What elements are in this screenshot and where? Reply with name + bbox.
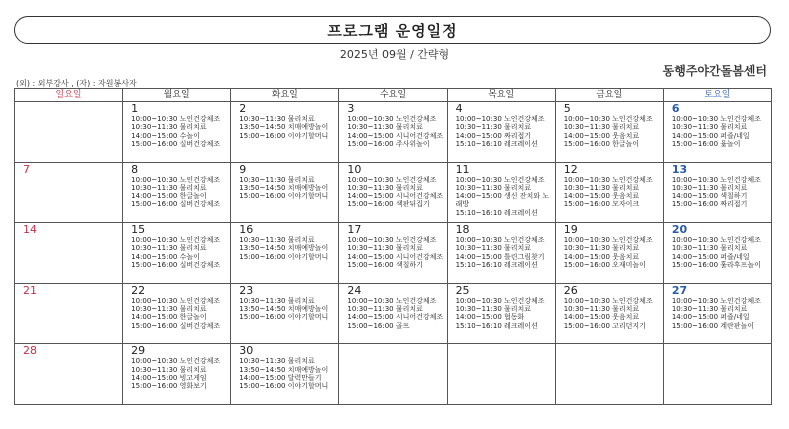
calendar-day-cell [555,102,663,163]
calendar-table [14,88,772,405]
calendar-day-cell [15,223,123,284]
day-number: 23 [239,283,254,297]
day-events [231,357,338,390]
program-event: 10:00~10:30 노인건강체조 [131,296,221,305]
day-number: 15 [131,223,146,237]
program-event: 14:00~15:00 퍼즐/네일 [671,131,750,140]
program-event: 15:00~16:00 이야기할머니 [239,382,329,391]
program-event: 15:00~16:00 실버건강체조 [131,139,221,148]
weekday-header-mon: 월요일 [123,89,231,102]
program-event: 10:00~10:30 노인건강체조 [455,175,545,184]
day-number: 13 [671,162,688,176]
program-event: 15:00~16:00 오재미놀이 [563,261,646,270]
calendar-day-cell [447,162,555,223]
calendar-day-cell [339,344,447,405]
day-events [664,236,771,269]
program-event: 15:00~16:00 훌라후프놀이 [671,261,761,270]
calendar-week-row [15,162,772,223]
calendar-day-cell [447,102,555,163]
calendar-day-cell [663,344,771,405]
program-event: 10:30~11:30 물리치료 [239,357,315,366]
day-number: 25 [455,283,470,297]
program-event: 15:00~16:00 영화보기 [131,382,207,391]
program-event: 15:00~16:00 윷놀이 [671,139,741,148]
day-number: 26 [563,283,578,297]
program-event: 10:00~10:30 노인건강체조 [131,357,221,366]
day-number: 16 [239,223,254,237]
day-number [15,102,122,103]
calendar-day-cell [339,223,447,284]
day-number: 2 [239,102,247,115]
program-event: 15:00~16:00 한글놀이 [563,139,640,148]
day-events [123,297,230,330]
program-event: 10:30~11:30 물리치료 [455,183,532,192]
program-event: 14:00~15:00 시니어건강체조 [347,192,444,201]
day-events [123,176,230,209]
program-event: 14:00~15:00 시니어건강체조 [347,313,444,322]
program-event: 15:00~16:00 이야기할머니 [239,313,329,322]
program-event: 10:30~11:30 물리치료 [563,123,640,132]
calendar-day-cell [663,162,771,223]
day-number: 5 [563,102,571,115]
calendar-week-row [15,223,772,284]
program-event: 14:00~15:00 수놀이 [131,131,200,140]
program-event: 14:00~15:00 퍼즐/네일 [671,252,750,261]
schedule-title: 프로그램 운영일정 [14,16,771,44]
program-event: 10:00~10:30 노인건강체조 [347,115,437,123]
day-number: 30 [239,344,254,358]
program-event: 14:00~15:00 달력만들기 [239,373,322,382]
program-event: 14:00~15:00 짜리접기 [455,131,532,140]
weekday-header-row [15,89,772,102]
day-events [664,176,771,209]
program-event: 15:00~16:00 실버건강체조 [131,321,221,330]
program-event: 10:30~11:30 물리치료 [347,123,423,132]
calendar-day-cell [447,344,555,405]
calendar-day-cell [231,283,339,344]
calendar-week-row [15,102,772,163]
day-events [339,115,446,148]
program-event: 10:30~11:30 물리치료 [347,305,423,314]
program-event: 15:00~16:00 모자이크 [563,200,640,209]
day-events [123,115,230,148]
day-number [339,344,446,345]
day-number: 27 [671,283,688,297]
calendar-day-cell [555,223,663,284]
program-event: 15:00~16:00 이야기할머니 [239,192,329,201]
program-event: 10:00~10:30 노인건강체조 [671,175,761,184]
calendar-day-cell [123,162,231,223]
program-event: 10:00~10:30 노인건강체조 [347,236,437,245]
calendar-day-cell [123,102,231,163]
calendar-day-cell [15,102,123,163]
program-event: 15:10~16:10 레크레이션 [455,139,538,148]
program-event: 13:50~14:50 치매예방놀이 [239,244,329,253]
calendar-day-cell [339,102,447,163]
program-event: 14:00~15:00 한글놀이 [131,192,207,201]
program-event: 10:30~11:30 물리치료 [671,123,748,132]
program-event: 15:00~16:00 실버건강체조 [131,200,221,209]
day-number [664,344,771,345]
day-number: 8 [131,162,139,176]
day-events [339,176,446,209]
calendar-day-cell [123,223,231,284]
calendar-day-cell [663,223,771,284]
day-events [339,236,446,269]
day-events [231,115,338,140]
legend-note: (외) : 외부강사 , (자) : 자원봉사자 [16,79,137,88]
weekday-header-sat: 토요일 [663,89,771,102]
program-event: 14:00~15:00 색칠하기 [671,192,748,201]
program-event: 10:00~10:30 노인건강체조 [455,115,545,123]
program-event: 10:30~11:30 물리치료 [347,183,423,192]
program-event: 14:00~15:00 웃음치료 [563,313,640,322]
day-events [231,176,338,201]
day-events [123,357,230,390]
calendar-day-cell [231,102,339,163]
program-event: 10:00~10:30 노인건강체조 [671,115,761,123]
program-event: 14:00~15:00 웃음치료 [563,131,640,140]
calendar-day-cell [123,344,231,405]
calendar-day-cell [447,223,555,284]
day-events [448,297,555,330]
program-event: 14:00~15:00 빙고게임 [131,373,207,382]
program-event: 15:00~16:00 실버건강체조 [131,261,221,270]
day-number: 28 [23,344,37,358]
day-number: 24 [347,283,362,297]
day-number: 14 [23,223,37,237]
program-event: 15:00~16:00 골프 [347,321,410,330]
day-number: 1 [131,102,139,115]
program-event: 15:10~16:10 레크레이션 [455,321,538,330]
program-event: 10:30~11:30 물리치료 [347,244,423,253]
program-event: 10:00~10:30 노인건강체조 [671,236,761,245]
program-event: 10:30~11:30 물리치료 [455,244,532,253]
day-events [448,176,555,217]
program-event: 10:30~11:30 물리치료 [131,183,207,192]
day-number: 22 [131,283,146,297]
program-event: 13:50~14:50 치매예방놀이 [239,365,329,374]
program-event: 13:50~14:50 치매예방놀이 [239,305,329,314]
day-number: 19 [563,223,578,237]
program-event: 10:30~11:30 물리치료 [671,244,748,253]
day-number: 12 [563,162,578,176]
day-number: 3 [347,102,355,115]
program-event: 10:30~11:30 물리치료 [563,183,640,192]
program-event: 15:10~16:10 레크레이션 [455,208,538,217]
calendar-day-cell [231,223,339,284]
day-number: 29 [131,344,146,358]
day-number [556,344,663,345]
day-events [448,115,555,148]
program-event: 10:00~10:30 노인건강체조 [131,115,221,123]
program-event: 10:00~10:30 노인건강체조 [563,115,653,123]
day-events [556,297,663,330]
day-events [231,236,338,261]
program-event: 14:00~15:00 생신 잔치와 노래방 [455,192,550,209]
program-event: 13:50~14:50 치매예방놀이 [239,123,329,132]
program-event: 14:00~15:00 웃음치료 [563,252,640,261]
day-events [448,236,555,269]
program-event: 10:00~10:30 노인건강체조 [455,236,545,245]
program-event: 10:30~11:30 물리치료 [671,183,748,192]
day-events [231,297,338,322]
program-event: 10:00~10:30 노인건강체조 [347,296,437,305]
program-event: 10:30~11:30 물리치료 [563,244,640,253]
day-number: 4 [455,102,463,115]
program-event: 14:00~15:00 수놀이 [131,252,200,261]
day-number: 6 [671,102,680,115]
weekday-header-wed: 수요일 [339,89,447,102]
program-event: 14:00~15:00 한글놀이 [131,313,207,322]
program-event: 14:00~15:00 웃음치료 [563,192,640,201]
day-events [123,236,230,269]
program-event: 10:30~11:30 물리치료 [239,296,315,305]
weekday-header-fri: 금요일 [555,89,663,102]
program-event: 10:00~10:30 노인건강체조 [347,175,437,184]
program-event: 10:00~10:30 노인건강체조 [563,175,653,184]
calendar-day-cell [15,344,123,405]
schedule-subtitle: 2025년 09월 / 간략형 [339,48,450,61]
program-event: 14:00~15:00 틀린그림찾기 [455,252,545,261]
program-event: 15:10~16:10 레크레이션 [455,261,538,270]
program-event: 10:30~11:30 물리치료 [239,236,315,245]
calendar-day-cell [555,162,663,223]
program-event: 15:00~16:00 이야기할머니 [239,252,329,261]
program-event: 10:30~11:30 물리치료 [239,115,315,123]
calendar-day-cell [339,162,447,223]
calendar-week-row [15,283,772,344]
program-event: 10:00~10:30 노인건강체조 [563,236,653,245]
calendar-day-cell [15,283,123,344]
calendar-week-row [15,344,772,405]
program-event: 10:00~10:30 노인건강체조 [455,296,545,305]
program-event: 15:00~16:00 색칠하기 [347,261,423,270]
program-event: 15:00~16:00 주사위놀이 [347,139,430,148]
program-event: 14:00~15:00 시니어건강체조 [347,131,444,140]
program-event: 10:30~11:30 물리치료 [131,123,207,132]
program-event: 10:00~10:30 노인건강체조 [131,175,221,184]
calendar-day-cell [555,283,663,344]
day-events [664,297,771,330]
program-event: 15:00~16:00 짜리접기 [671,200,748,209]
program-event: 15:00~16:00 이야기할머니 [239,131,329,140]
day-number: 7 [23,162,30,176]
program-event: 10:30~11:30 물리치료 [671,305,748,314]
day-number: 11 [455,162,470,176]
day-number: 10 [347,162,362,176]
program-event: 10:30~11:30 물리치료 [131,305,207,314]
program-event: 10:00~10:30 노인건강체조 [563,296,653,305]
program-event: 10:30~11:30 물리치료 [563,305,640,314]
day-events [556,176,663,209]
calendar-day-cell [15,162,123,223]
weekday-header-tue: 화요일 [231,89,339,102]
calendar-day-cell [231,344,339,405]
calendar-day-cell [447,283,555,344]
calendar-day-cell [123,283,231,344]
day-number: 21 [23,283,37,297]
day-events [556,115,663,148]
day-number: 20 [671,223,688,237]
program-event: 10:30~11:30 물리치료 [131,244,207,253]
weekday-header-thu: 목요일 [447,89,555,102]
day-number [448,344,555,345]
program-event: 15:00~16:00 고리던지기 [563,321,646,330]
program-event: 13:50~14:50 치매예방놀이 [239,183,329,192]
calendar-day-cell [663,283,771,344]
day-events [339,297,446,330]
program-event: 10:30~11:30 물리치료 [239,175,315,184]
program-event: 14:00~15:00 협동화 [455,313,525,322]
program-event: 14:00~15:00 시니어건강체조 [347,252,444,261]
program-event: 10:30~11:30 물리치료 [455,305,532,314]
calendar-day-cell [231,162,339,223]
program-event: 15:00~16:00 색판뒤집기 [347,200,430,209]
day-events [556,236,663,269]
calendar-body [15,102,772,405]
center-name: 동행주야간돌봄센터 [662,64,767,78]
calendar-day-cell [339,283,447,344]
program-event: 14:00~15:00 퍼즐/네일 [671,313,750,322]
day-number: 9 [239,162,247,176]
day-number: 18 [455,223,470,237]
program-event: 10:30~11:30 물리치료 [455,123,532,132]
day-number: 17 [347,223,362,237]
calendar-day-cell [663,102,771,163]
day-events [664,115,771,148]
program-event: 10:30~11:30 물리치료 [131,365,207,374]
program-event: 10:00~10:30 노인건강체조 [671,296,761,305]
program-event: 10:00~10:30 노인건강체조 [131,236,221,245]
program-event: 15:00~16:00 계란판놀이 [671,321,755,330]
weekday-header-sun: 일요일 [15,89,123,102]
calendar-day-cell [555,344,663,405]
